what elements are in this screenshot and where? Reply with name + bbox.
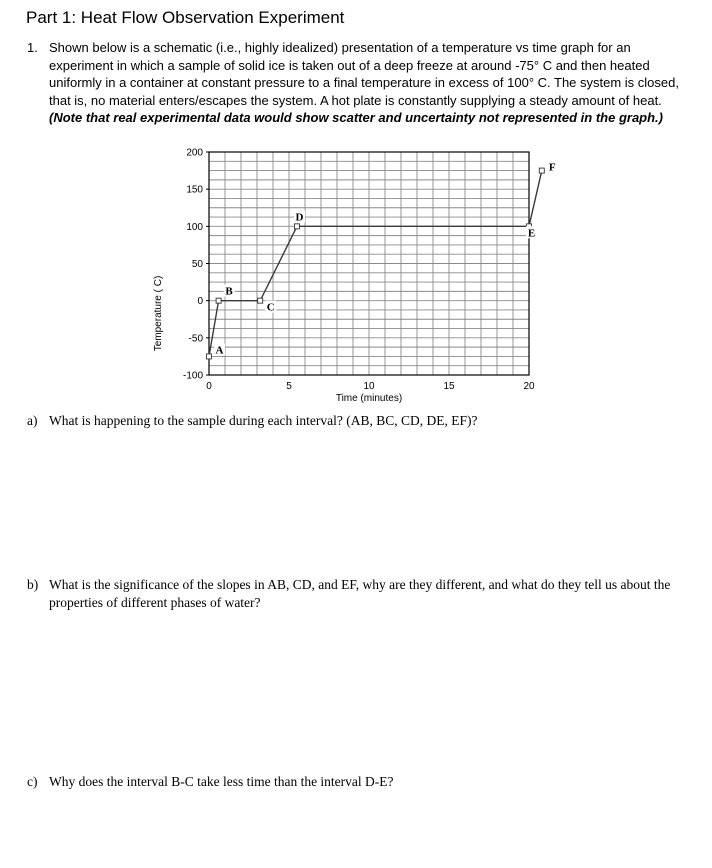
question-number: 1.: [27, 40, 38, 55]
question-block: [49, 39, 694, 127]
sub-question-text: What is the significance of the slopes in AB, CD, and EF, why are they different, and what do they tell us about the properties of different phases of water?: [49, 577, 671, 610]
point-label-f: F: [548, 161, 556, 174]
x-tick-label: 20: [523, 381, 535, 392]
data-point-f: [539, 168, 544, 173]
x-tick-label: 15: [443, 381, 455, 392]
sub-question-text: Why does the interval B-C take less time than the interval D-E?: [49, 774, 394, 789]
y-tick-label: 100: [186, 221, 203, 233]
data-point-b: [216, 298, 221, 303]
sub-question-label: b): [27, 577, 39, 592]
x-tick-label: 5: [286, 381, 292, 392]
y-axis-label: Temperature ( C): [153, 275, 164, 352]
y-tick-label: 200: [186, 147, 203, 159]
sub-question-text: What is happening to the sample during each interval? (AB, BC, CD, DE, EF)?: [49, 413, 478, 428]
y-tick-label: 0: [197, 296, 203, 308]
question-note: (Note that real experimental data would show scatter and uncertainty not represented in the graph.): [49, 110, 664, 125]
heating-curve-chart: [150, 142, 556, 412]
data-point-c: [258, 298, 263, 303]
point-label-d: D: [295, 211, 304, 224]
sub-question-label: a): [27, 413, 38, 428]
y-tick-label: 150: [186, 184, 203, 196]
x-tick-labels: [206, 381, 535, 392]
question-text: Shown below is a schematic (i.e., highly idealized) presentation of a temperature vs time graph for an experiment in which a sample of solid ice is taken out of a deep freeze at around -75° C and then heated uniformly in a container at constant pressure to a final temperature in excess of 100° C. The system is closed, that is, no material enters/escapes the system. A hot plate is constantly supplying a steady amount of heat.: [49, 40, 679, 108]
x-axis-label: Time (minutes): [335, 393, 403, 404]
y-tick-label: -50: [188, 333, 203, 345]
part-title: Part 1: Heat Flow Observation Experiment: [26, 8, 345, 27]
point-label-a: A: [215, 344, 224, 357]
point-label-b: B: [225, 285, 233, 298]
data-point-a: [207, 354, 212, 359]
x-tick-label: 10: [363, 381, 375, 392]
y-tick-label: 50: [191, 259, 203, 270]
y-tick-label: -100: [182, 370, 203, 382]
y-tick-labels: [183, 148, 209, 382]
chart-annotations: [214, 161, 558, 357]
chart-grid: [209, 152, 529, 375]
data-point-d: [295, 224, 300, 229]
x-tick-label: 0: [206, 381, 212, 392]
sub-question-label: c): [27, 774, 38, 789]
point-label-c: C: [266, 301, 275, 314]
point-label-e: E: [527, 227, 536, 240]
